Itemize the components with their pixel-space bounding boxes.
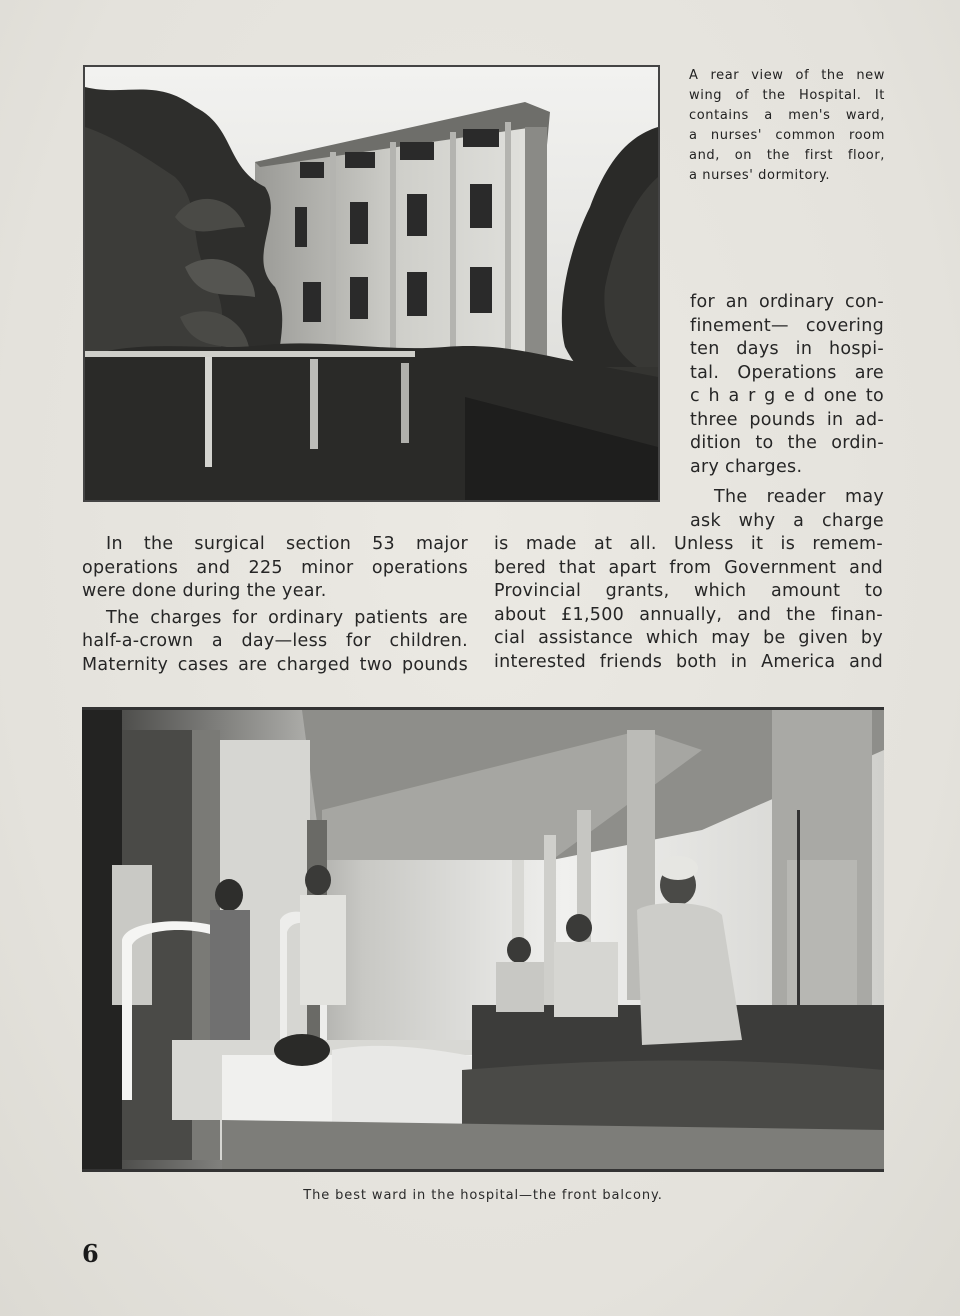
text-line: tal. Operations are <box>690 362 884 383</box>
caption-line: a nurses' dormitory. <box>689 168 831 183</box>
left-column-text <box>82 533 468 677</box>
text-line: three pounds in ad- <box>690 409 884 430</box>
text-line: cial assistance which may be given by <box>494 628 883 648</box>
text-line: operations and 225 minor operations <box>82 557 468 578</box>
text-line: The charges for ordinary patients are <box>106 607 468 628</box>
text-line: bered that apart from Government and <box>494 557 883 578</box>
caption-line: and, on the first floor, <box>689 148 885 163</box>
hospital-wing-photo <box>83 65 660 502</box>
middle-column-text <box>494 533 883 674</box>
text-line: ary charges. <box>690 456 803 477</box>
caption-line: wing of the Hospital. It <box>689 88 885 103</box>
text-line: c h a r g e d one to <box>690 386 884 406</box>
text-line: The reader may <box>714 487 884 507</box>
caption-line: contains a men's ward, <box>689 108 885 123</box>
right-column-text <box>690 291 884 479</box>
text-line: interested friends both in America and <box>494 651 883 672</box>
ward-balcony-photo <box>82 707 884 1172</box>
text-line: dition to the ordin- <box>690 433 884 453</box>
text-line: were done during the year. <box>82 581 327 601</box>
text-line: about £1,500 annually, and the finan- <box>494 604 883 625</box>
ward-caption: The best ward in the hospital—the front balcony. <box>303 1188 663 1203</box>
hospital-wing-caption <box>689 66 885 186</box>
text-line: finement— covering <box>690 315 884 336</box>
text-line: ask why a charge <box>690 510 884 531</box>
text-line: is made at all. Unless it is remem- <box>494 534 883 554</box>
caption-line: A rear view of the new <box>689 68 885 83</box>
page-number: 6 <box>82 1239 99 1268</box>
caption-line: a nurses' common room <box>689 128 885 143</box>
right-column-continued <box>690 486 884 533</box>
text-line: half-a-crown a day—less for children. <box>82 631 468 651</box>
text-line: for an ordinary con- <box>690 292 884 312</box>
text-line: Maternity cases are charged two pounds <box>82 654 468 675</box>
text-line: In the surgical section 53 major <box>106 534 468 554</box>
text-line: Provincial grants, which amount to <box>494 581 883 601</box>
text-line: ten days in hospi- <box>690 339 884 359</box>
